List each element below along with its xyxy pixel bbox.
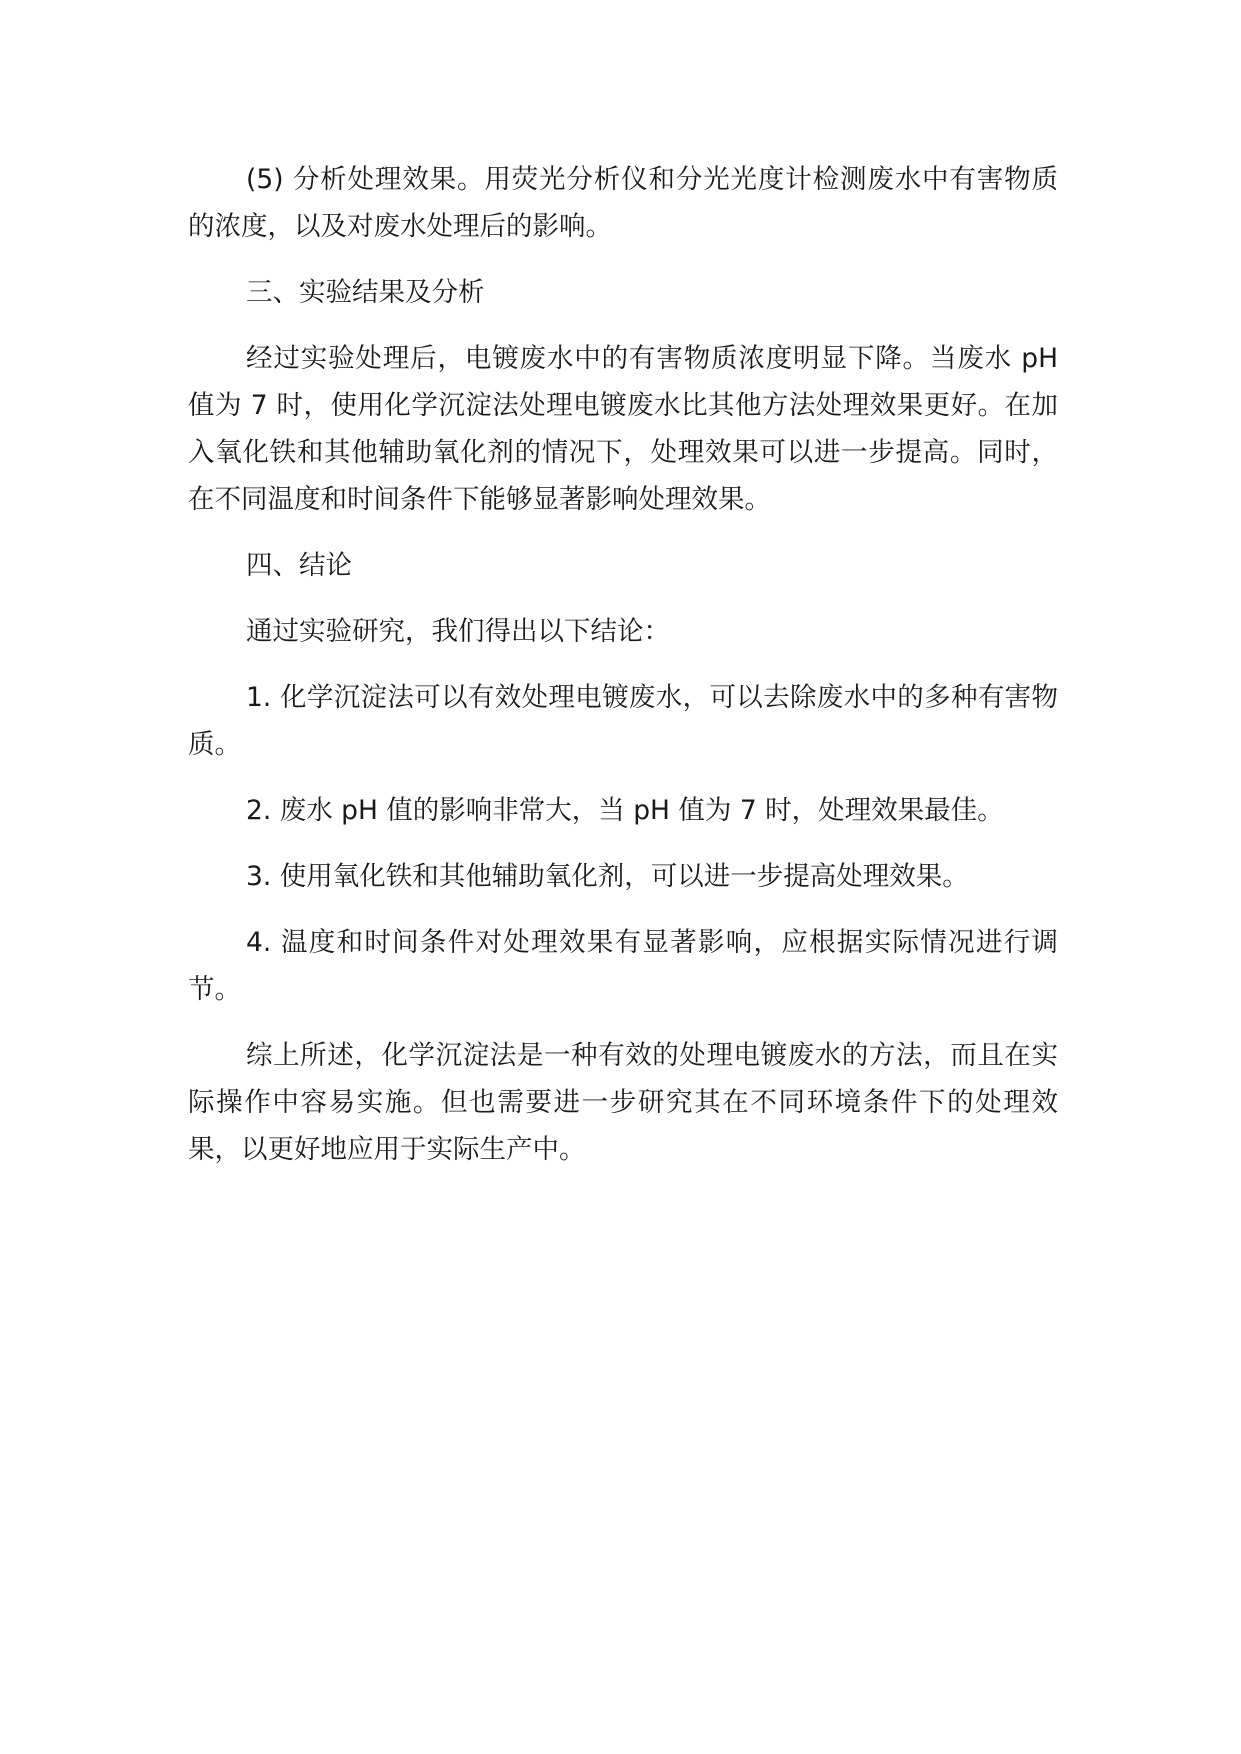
paragraph-results: 经过实验处理后，电镀废水中的有害物质浓度明显下降。当废水 pH 值为 7 时，使用化学沉淀法处理电镀废水比其他方法处理效果更好。在加入氧化铁和其他辅助氧化剂的情况下，处理效果可以进一步提高。同时，在不同温度和时间条件下能够显著影响处理效果。	[188, 343, 1058, 515]
section-heading-conclusion: 四、结论	[246, 550, 352, 581]
conclusion-item-1: 1. 化学沉淀法可以有效处理电镀废水，可以去除废水中的多种有害物质。	[188, 682, 1058, 760]
section-heading-results: 三、实验结果及分析	[246, 277, 485, 308]
conclusion-item-3: 3. 使用氧化铁和其他辅助氧化剂，可以进一步提高处理效果。	[246, 861, 969, 892]
document-body	[188, 156, 1058, 1192]
conclusion-item-4: 4. 温度和时间条件对处理效果有显著影响，应根据实际情况进行调节。	[188, 927, 1058, 1005]
paragraph-analysis-step-5: (5) 分析处理效果。用荧光分析仪和分光光度计检测废水中有害物质的浓度，以及对废水处理后的影响。	[188, 164, 1058, 242]
paragraph-summary: 综上所述，化学沉淀法是一种有效的处理电镀废水的方法，而且在实际操作中容易实施。但也需要进一步研究其在不同环境条件下的处理效果，以更好地应用于实际生产中。	[188, 1040, 1058, 1165]
conclusion-item-2: 2. 废水 pH 值的影响非常大，当 pH 值为 7 时，处理效果最佳。	[246, 795, 1004, 826]
paragraph-conclusion-intro: 通过实验研究，我们得出以下结论：	[246, 616, 670, 647]
